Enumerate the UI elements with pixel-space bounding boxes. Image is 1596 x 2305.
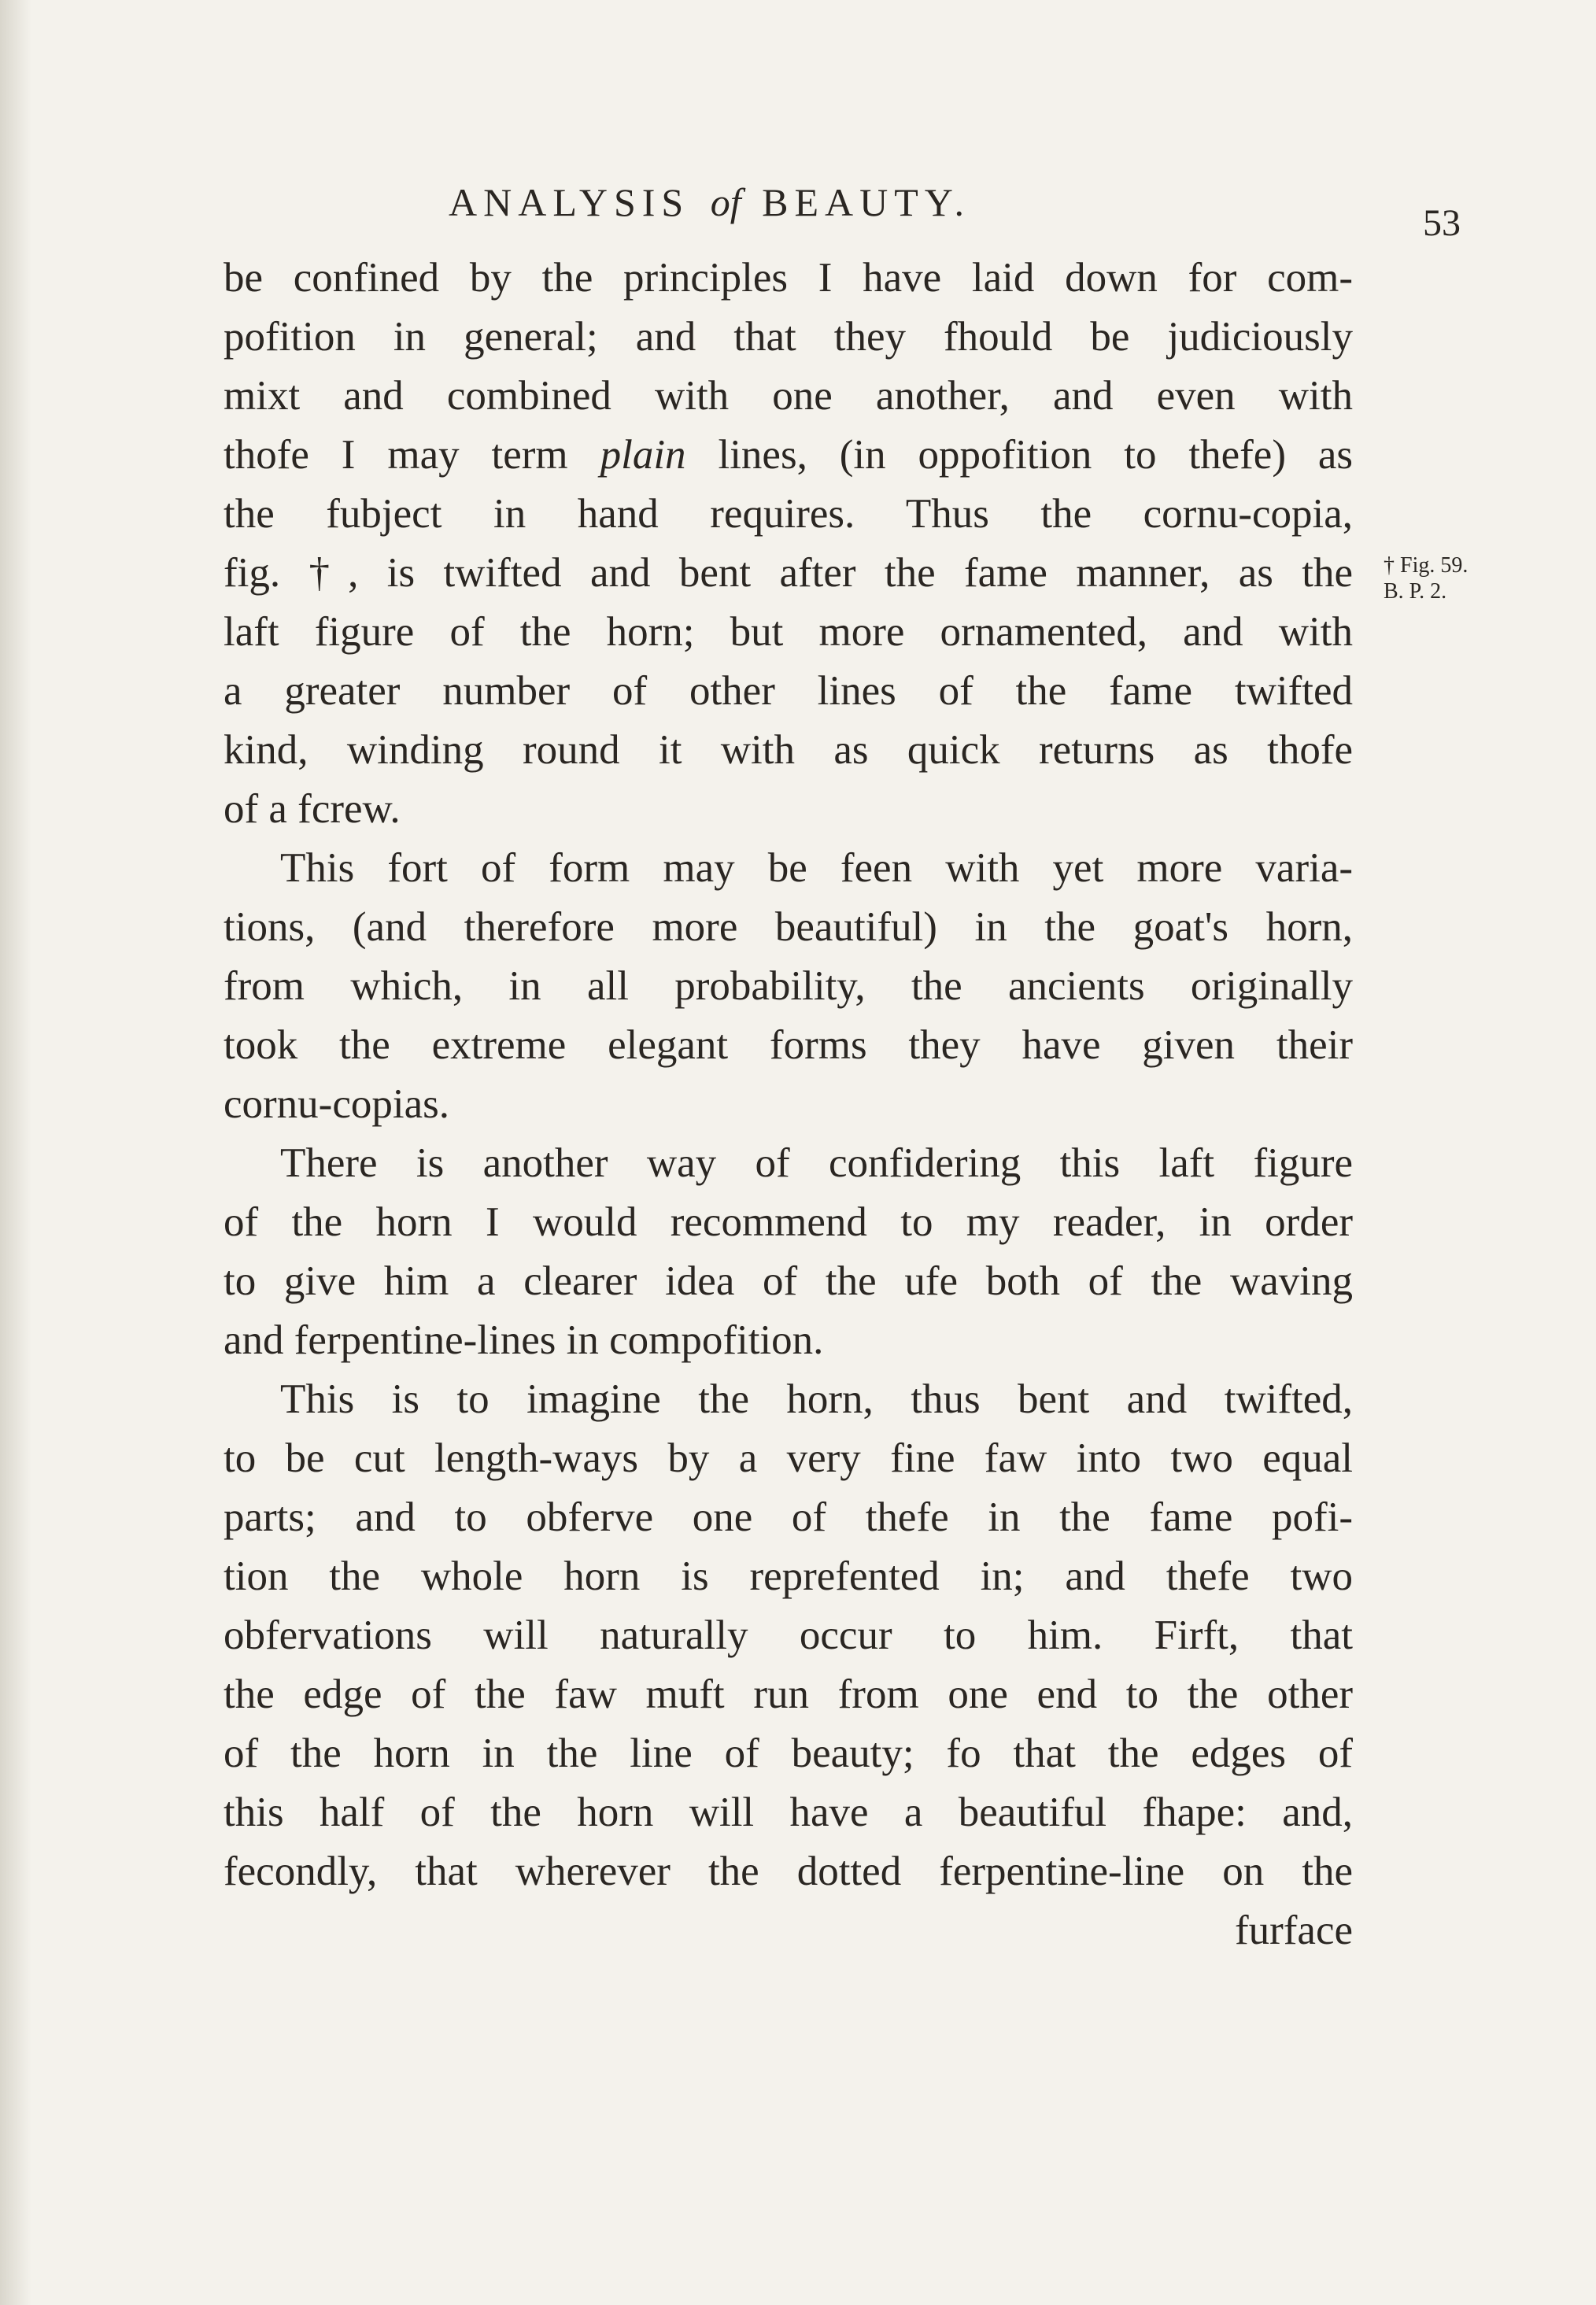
text-line: be confined by the principles I have laid down for com- <box>224 255 1353 301</box>
text-line: to give him a clearer idea of the ufe both of the waving <box>224 1258 1353 1304</box>
text-line: from which, in all probability, the ancients originally <box>224 963 1353 1009</box>
text-line: of the horn in the line of beauty; fo that the edges of <box>224 1731 1353 1776</box>
text-line: parts; and to obferve one of thefe in the fame pofi- <box>224 1494 1353 1540</box>
text-line <box>224 426 1353 485</box>
text-line: and ferpentine-lines in compofition. <box>224 1317 824 1363</box>
catchword: furface <box>1234 1908 1353 1953</box>
header-title-of: of <box>710 180 741 224</box>
text-segment: thofe I may term <box>224 432 568 478</box>
page-gutter-shadow <box>0 0 31 2305</box>
text-line: laft figure of the horn; but more ornamented, and with <box>224 609 1353 655</box>
text-line: the fubject in hand requires. Thus the cornu-copia, <box>224 491 1353 537</box>
text-segment: lines, (in oppofition to thefe) as <box>718 432 1353 478</box>
body-text <box>224 249 1353 1960</box>
text-line: took the extreme elegant forms they have given their <box>224 1022 1353 1068</box>
text-line: of a fcrew. <box>224 786 401 832</box>
text-line: tion the whole horn is reprefented in; and thefe two <box>224 1553 1353 1599</box>
text-line: pofition in general; and that they fhould be judiciously <box>224 314 1353 360</box>
text-line: This fort of form may be feen with yet more varia- <box>280 845 1353 891</box>
text-line: the edge of the faw muft run from one end to the other <box>224 1671 1353 1717</box>
marginal-note-line: † Fig. 59. <box>1384 553 1469 578</box>
marginal-note <box>1384 552 1468 604</box>
page-number: 53 <box>1423 202 1461 244</box>
header-title-right: BEAUTY. <box>762 180 970 224</box>
text-line: fig. †, is twifted and bent after the fame manner, as the <box>224 550 1353 596</box>
text-line: There is another way of confidering this laft figure <box>280 1140 1353 1186</box>
text-line: fecondly, that wherever the dotted ferpentine-line on the <box>224 1849 1353 1894</box>
header-title-left: ANALYSIS <box>449 180 690 224</box>
text-line: this half of the horn will have a beautiful fhape: and, <box>224 1790 1353 1835</box>
text-line: cornu-copias. <box>224 1081 449 1127</box>
running-header <box>449 179 970 225</box>
text-line: a greater number of other lines of the fame twifted <box>224 668 1353 714</box>
text-line: obfervations will naturally occur to him. Firft, that <box>224 1612 1353 1658</box>
text-line: mixt and combined with one another, and even with <box>224 373 1353 419</box>
text-line: This is to imagine the horn, thus bent and twifted, <box>280 1376 1353 1422</box>
text-line: of the horn I would recommend to my reader, in order <box>224 1199 1353 1245</box>
text-line: tions, (and therefore more beautiful) in the goat's horn, <box>224 904 1353 950</box>
italic-word: plain <box>600 432 686 478</box>
marginal-note-line: B. P. 2. <box>1384 579 1447 604</box>
text-line: to be cut length-ways by a very fine faw into two equal <box>224 1435 1353 1481</box>
text-line: kind, winding round it with as quick returns as thofe <box>224 727 1353 773</box>
